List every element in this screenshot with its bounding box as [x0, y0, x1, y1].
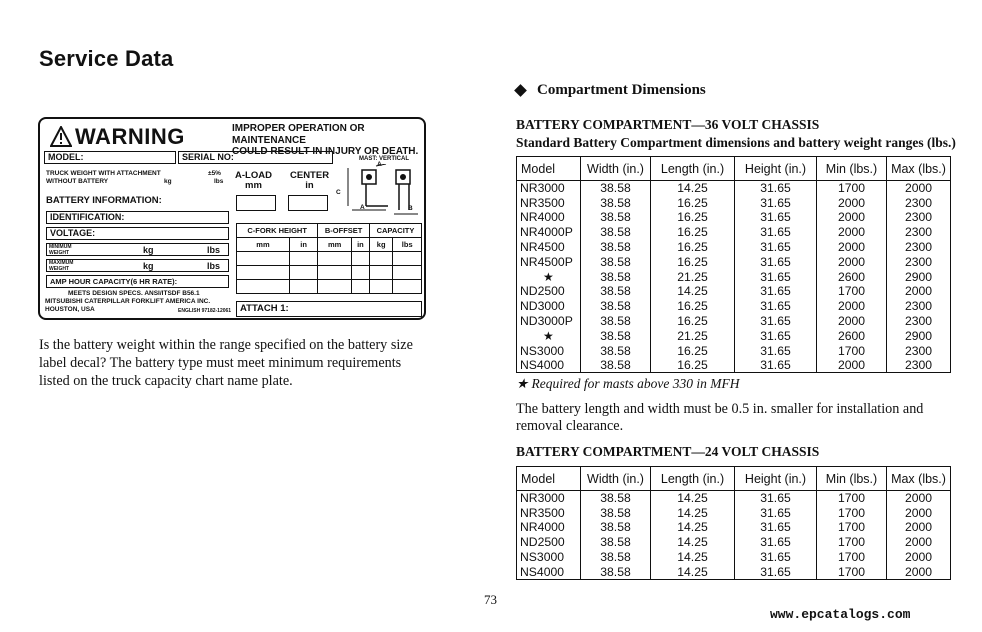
table-cell: 2300 — [887, 299, 951, 314]
table-cell: 38.58 — [581, 550, 651, 565]
table-cell: 2300 — [887, 225, 951, 240]
voltage-field — [46, 227, 229, 240]
table-cell: 16.25 — [651, 343, 735, 358]
table-cell: 14.25 — [651, 505, 735, 520]
column-header: Length (in.) — [651, 467, 735, 491]
table-cell: 16.25 — [651, 210, 735, 225]
table-cell: 14.25 — [651, 181, 735, 196]
company-name: MITSUBISHI CATERPILLAR FORKLIFT AMERICA INC. — [45, 298, 211, 305]
table-cell: 1700 — [817, 343, 887, 358]
c-fork-header: C-FORK HEIGHT — [237, 224, 318, 238]
table-cell: 2000 — [887, 520, 951, 535]
diagram-label-a2: A — [360, 204, 365, 211]
model-label: MODEL: — [48, 152, 84, 162]
table-cell: 1700 — [817, 564, 887, 579]
table-row — [517, 550, 951, 565]
table-cell: 38.58 — [581, 299, 651, 314]
decal-part-number: ENGLISH 97182-12061 — [178, 308, 232, 314]
truck-weight-line: WITHOUT BATTERY — [46, 177, 109, 185]
table-cell: 21.25 — [651, 269, 735, 284]
table-cell: 31.65 — [735, 225, 817, 240]
table-cell: 31.65 — [735, 254, 817, 269]
table-cell: 31.65 — [735, 343, 817, 358]
column-header: Model — [517, 157, 581, 181]
table-cell: 14.25 — [651, 491, 735, 506]
table-cell: 31.65 — [735, 505, 817, 520]
a-load — [235, 171, 272, 191]
amp-hour-field — [46, 275, 229, 288]
b-offset-header: B-OFFSET — [318, 224, 370, 238]
table-cell: NR3000 — [517, 491, 581, 506]
footnote: ★ Required for masts above 330 in MFH — [516, 376, 740, 391]
diagram-label-c: C — [336, 189, 341, 196]
table-row — [517, 491, 951, 506]
battery-info-heading: BATTERY INFORMATION: — [46, 195, 162, 206]
minimum-weight-label — [49, 245, 72, 256]
table-cell: 31.65 — [735, 314, 817, 329]
column-header: Width (in.) — [581, 157, 651, 181]
unit-cell: lbs — [393, 238, 422, 252]
table-row — [517, 269, 951, 284]
table-cell: NS3000 — [517, 550, 581, 565]
table-cell: 2600 — [817, 328, 887, 343]
table-cell: NR4000 — [517, 210, 581, 225]
truck-weight-lbs: lbs — [214, 178, 224, 185]
unit-cell: mm — [318, 238, 352, 252]
table-cell: 31.65 — [735, 269, 817, 284]
table-cell: 2000 — [817, 299, 887, 314]
maximum-kg: kg — [143, 261, 154, 271]
table-cell: 2000 — [817, 314, 887, 329]
column-header: Min (lbs.) — [817, 157, 887, 181]
table-cell: 38.58 — [581, 210, 651, 225]
table-row — [517, 284, 951, 299]
table36-subheading: Standard Battery Compartment dimensions and battery weight ranges (lbs.) — [516, 135, 956, 150]
table-cell: 21.25 — [651, 328, 735, 343]
table-cell: 31.65 — [735, 491, 817, 506]
table-cell: NR4500P — [517, 254, 581, 269]
unit-cell: in — [351, 238, 369, 252]
table-row — [517, 535, 951, 550]
page-title: Service Data — [39, 46, 174, 71]
table-cell: 2000 — [817, 254, 887, 269]
maximum-word: MAXIMUM — [49, 260, 74, 266]
column-header: Max (lbs.) — [887, 467, 951, 491]
table-cell: 2000 — [887, 181, 951, 196]
unit-cell: kg — [369, 238, 393, 252]
diagram-label-b: B — [408, 205, 413, 212]
table36-heading: BATTERY COMPARTMENT—36 VOLT CHASSIS — [516, 117, 820, 132]
table-cell: 2900 — [887, 269, 951, 284]
table-cell: 31.65 — [735, 328, 817, 343]
table-cell: NS3000 — [517, 343, 581, 358]
maximum-weight-label — [49, 261, 73, 272]
serial-field — [178, 151, 333, 164]
table-cell: 31.65 — [735, 564, 817, 579]
table-cell: 31.65 — [735, 550, 817, 565]
table-row — [517, 299, 951, 314]
table-cell: 38.58 — [581, 535, 651, 550]
table-cell: 14.25 — [651, 535, 735, 550]
table-row — [517, 240, 951, 255]
table-cell: 16.25 — [651, 299, 735, 314]
table-row — [517, 564, 951, 579]
meets-specs: MEETS DESIGN SPECS. ANSI/ITSDF B56.1 — [68, 290, 200, 297]
section-title: Compartment Dimensions — [537, 82, 706, 98]
table-row — [517, 328, 951, 343]
warning-message-line: IMPROPER OPERATION OR MAINTENANCE — [232, 123, 365, 146]
column-header: Width (in.) — [581, 467, 651, 491]
table-cell: 38.58 — [581, 284, 651, 299]
minimum-weight-field — [46, 243, 229, 256]
weight-word: WEIGHT — [49, 265, 69, 272]
capacity-grid-row — [237, 280, 422, 294]
center-box — [288, 195, 328, 211]
diagram-label-a: A — [377, 161, 382, 168]
model-field — [44, 151, 176, 164]
table-cell: 2000 — [817, 240, 887, 255]
attach-label: ATTACH 1: — [240, 303, 289, 314]
column-header: Height (in.) — [735, 467, 817, 491]
table-cell: ND2500 — [517, 284, 581, 299]
table-cell: 38.58 — [581, 195, 651, 210]
table-cell: ND3000P — [517, 314, 581, 329]
table-cell: NS4000 — [517, 358, 581, 373]
table-cell: 2300 — [887, 195, 951, 210]
amp-hour-label: AMP HOUR CAPACITY(6 HR RATE): — [50, 277, 178, 286]
table-row — [517, 181, 951, 196]
table-cell: 31.65 — [735, 195, 817, 210]
identification-label: IDENTIFICATION: — [50, 212, 125, 222]
table-row — [517, 358, 951, 373]
table-cell: 31.65 — [735, 284, 817, 299]
table-cell: 2000 — [817, 358, 887, 373]
table-cell: 38.58 — [581, 491, 651, 506]
table-cell: 31.65 — [735, 358, 817, 373]
warning-header — [50, 124, 185, 150]
table-cell: 14.25 — [651, 564, 735, 579]
capacity-grid — [236, 223, 422, 294]
table-cell: 38.58 — [581, 181, 651, 196]
table-cell: ★ — [517, 328, 581, 343]
table-cell: 2300 — [887, 254, 951, 269]
column-header: Min (lbs.) — [817, 467, 887, 491]
table-header-row — [517, 157, 951, 181]
table-cell: 2300 — [887, 240, 951, 255]
table-cell: 38.58 — [581, 358, 651, 373]
unit-cell: mm — [237, 238, 290, 252]
a-load-box — [236, 195, 276, 211]
capacity-grid-row — [237, 266, 422, 280]
column-header: Height (in.) — [735, 157, 817, 181]
table-cell: 2300 — [887, 210, 951, 225]
table-cell: NR4000P — [517, 225, 581, 240]
capacity-grid-row — [237, 252, 422, 266]
table-cell: 38.58 — [581, 505, 651, 520]
table-cell: ★ — [517, 269, 581, 284]
table-cell: ND2500 — [517, 535, 581, 550]
minimum-kg: kg — [143, 245, 154, 255]
table-cell: 38.58 — [581, 225, 651, 240]
table-cell: 2000 — [887, 491, 951, 506]
capacity-header: CAPACITY — [369, 224, 421, 238]
table-cell: ND3000 — [517, 299, 581, 314]
table-cell: 2300 — [887, 358, 951, 373]
watermark: www.epcatalogs.com — [770, 607, 911, 622]
a-load-unit: mm — [245, 180, 262, 191]
table-cell: 1700 — [817, 520, 887, 535]
warning-triangle-icon — [50, 126, 72, 148]
table-cell: 2000 — [887, 505, 951, 520]
table-cell: 2000 — [887, 535, 951, 550]
attach-field — [236, 301, 422, 317]
table-cell: 1700 — [817, 550, 887, 565]
tolerance: ±5% — [208, 170, 221, 177]
table-cell: 14.25 — [651, 284, 735, 299]
diamond-bullet-icon — [514, 84, 527, 97]
table-cell: NR3500 — [517, 195, 581, 210]
warning-message-line: COULD RESULT IN INJURY OR DEATH. — [232, 146, 419, 157]
table-cell: NR4000 — [517, 520, 581, 535]
table-cell: 1700 — [817, 181, 887, 196]
table-cell: 2300 — [887, 314, 951, 329]
page-number: 73 — [484, 592, 497, 607]
table-cell: 16.25 — [651, 358, 735, 373]
table-cell: 16.25 — [651, 225, 735, 240]
table-cell: NR3500 — [517, 505, 581, 520]
truck-weight-label — [46, 170, 161, 185]
minimum-lbs: lbs — [207, 245, 221, 255]
table-cell: NR4500 — [517, 240, 581, 255]
column-header: Max (lbs.) — [887, 157, 951, 181]
voltage-label: VOLTAGE: — [50, 228, 96, 238]
table-cell: 38.58 — [581, 328, 651, 343]
table-cell: 31.65 — [735, 535, 817, 550]
warning-decal — [38, 117, 426, 320]
table-row — [517, 210, 951, 225]
table-cell: 1700 — [817, 491, 887, 506]
table-cell: 2300 — [887, 343, 951, 358]
table-row — [517, 314, 951, 329]
table-row — [517, 195, 951, 210]
table-cell: 38.58 — [581, 269, 651, 284]
table-cell: 31.65 — [735, 240, 817, 255]
table-cell: 38.58 — [581, 254, 651, 269]
table-cell: 14.25 — [651, 520, 735, 535]
center-label: CENTER — [290, 170, 330, 181]
table-cell: 2000 — [887, 550, 951, 565]
table-cell: 2000 — [817, 225, 887, 240]
maximum-weight-field — [46, 259, 229, 272]
table-cell: 31.65 — [735, 210, 817, 225]
center-unit: in — [305, 180, 314, 191]
table-cell: 31.65 — [735, 520, 817, 535]
center — [290, 171, 329, 191]
table-row — [517, 254, 951, 269]
truck-weight-kg: kg — [164, 178, 172, 185]
table-cell: 38.58 — [581, 314, 651, 329]
table-cell: 31.65 — [735, 299, 817, 314]
table-header-row — [517, 467, 951, 491]
table24-heading: BATTERY COMPARTMENT—24 VOLT CHASSIS — [516, 444, 820, 459]
serial-label: SERIAL NO: — [182, 152, 234, 162]
column-header: Length (in.) — [651, 157, 735, 181]
weight-word: WEIGHT — [49, 249, 69, 256]
table-cell: 2000 — [817, 195, 887, 210]
table-row — [517, 225, 951, 240]
battery-24v-table — [516, 466, 951, 580]
table-cell: 2000 — [887, 564, 951, 579]
table-cell: 16.25 — [651, 240, 735, 255]
identification-field — [46, 211, 229, 224]
section-heading — [516, 82, 706, 99]
battery-weight-paragraph: Is the battery weight within the range specified on the battery size label decal? The battery type must meet minimum requirements listed on the truck capacity chart name plate. — [39, 337, 413, 389]
company-city: HOUSTON, USA — [45, 306, 95, 313]
table-cell: 16.25 — [651, 254, 735, 269]
table-cell: 31.65 — [735, 181, 817, 196]
table-cell: 14.25 — [651, 550, 735, 565]
table-cell: 38.58 — [581, 564, 651, 579]
minimum-word: MINIMUM — [49, 244, 72, 250]
table-cell: 16.25 — [651, 314, 735, 329]
table-cell: NR3000 — [517, 181, 581, 196]
table-cell: 2900 — [887, 328, 951, 343]
unit-cell: in — [289, 238, 317, 252]
truck-weight-line: TRUCK WEIGHT WITH ATTACHMENT — [46, 170, 161, 177]
table-cell: 38.58 — [581, 520, 651, 535]
warning-title: WARNING — [75, 124, 185, 149]
table-row — [517, 505, 951, 520]
table-cell: 38.58 — [581, 343, 651, 358]
table-cell: 16.25 — [651, 195, 735, 210]
clearance-paragraph: The battery length and width must be 0.5 in. smaller for installation and removal clearance. — [516, 401, 924, 434]
table-cell: 2000 — [817, 210, 887, 225]
table-cell: 1700 — [817, 505, 887, 520]
a-load-label: A-LOAD — [235, 170, 272, 181]
table-cell: 1700 — [817, 284, 887, 299]
table-cell: NS4000 — [517, 564, 581, 579]
table-row — [517, 343, 951, 358]
mast-label: MAST: VERTICAL — [359, 156, 409, 162]
table-cell: 38.58 — [581, 240, 651, 255]
table-cell: 2000 — [887, 284, 951, 299]
table-row — [517, 520, 951, 535]
column-header: Model — [517, 467, 581, 491]
table-cell: 2600 — [817, 269, 887, 284]
maximum-lbs: lbs — [207, 261, 221, 271]
battery-36v-table — [516, 156, 951, 373]
table-cell: 1700 — [817, 535, 887, 550]
